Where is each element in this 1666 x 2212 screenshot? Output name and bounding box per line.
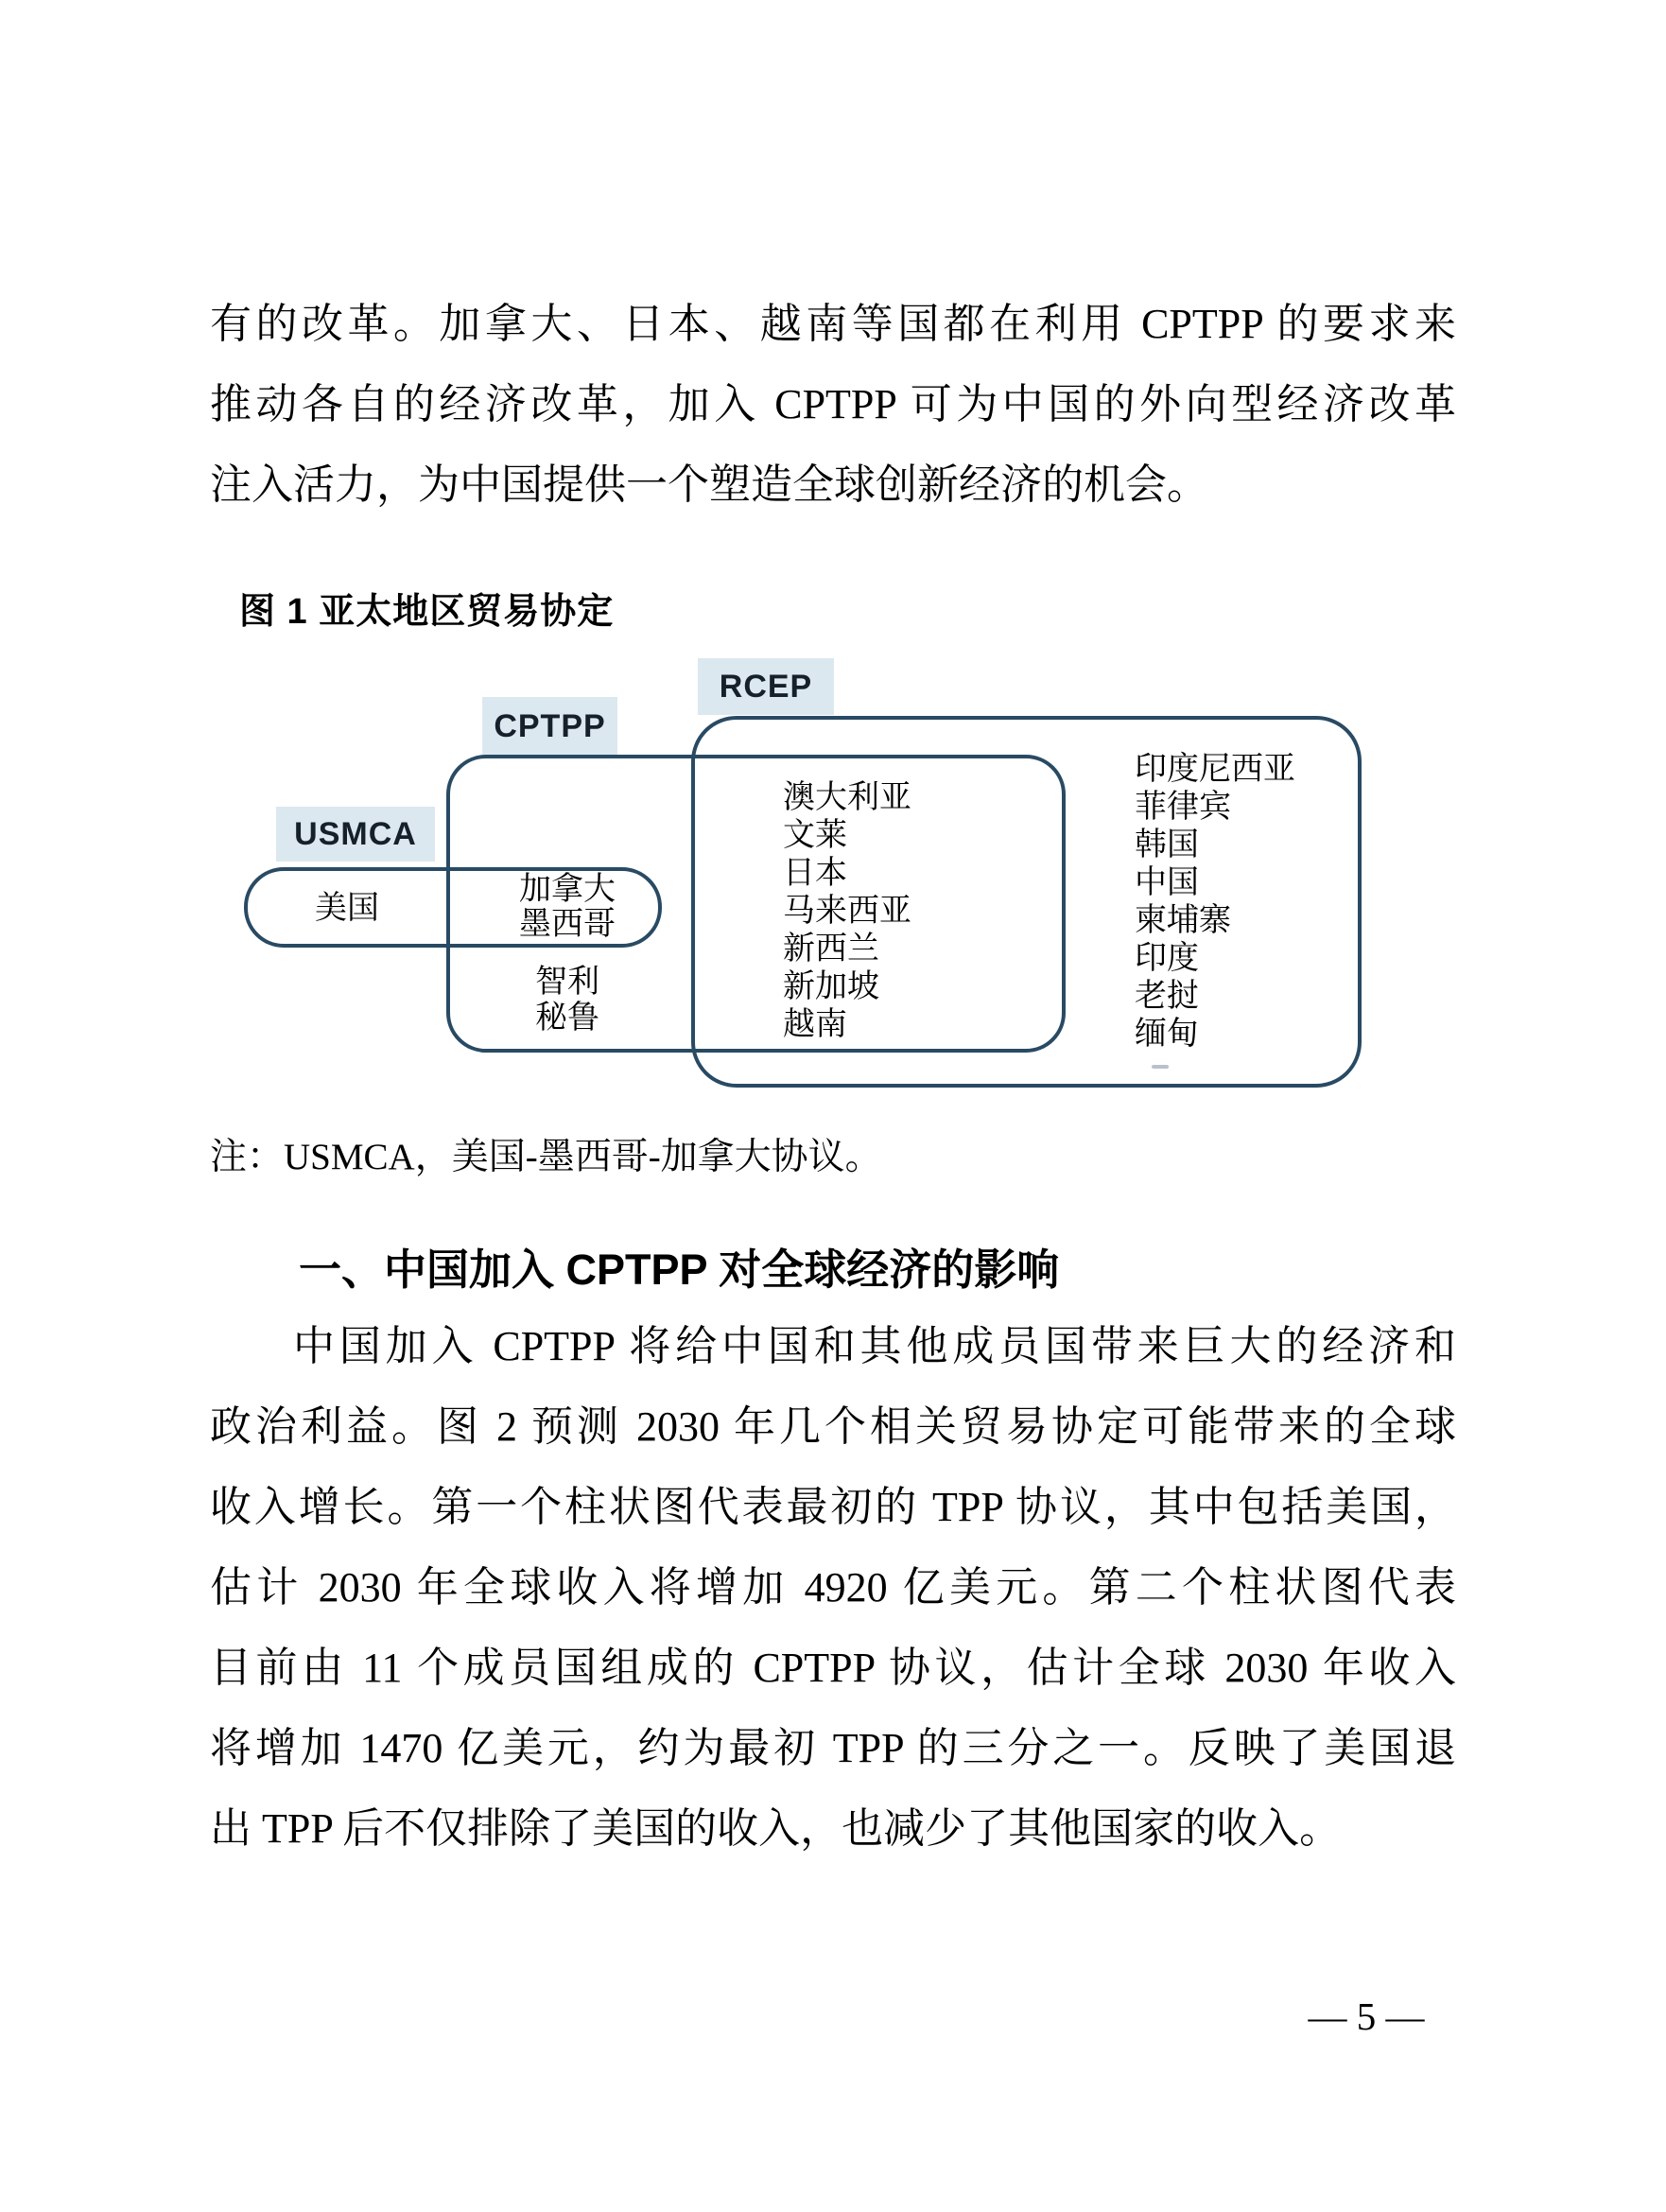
- body-text-line: 推动各自的经济改革，加入 CPTPP 可为中国的外向型经济改革: [210, 381, 1456, 427]
- body-text-line: 目前由 11 个成员国组成的 CPTPP 协议，估计全球 2030 年收入: [210, 1645, 1456, 1691]
- country-item: 老挝: [1135, 978, 1199, 1014]
- country-list-rcep-only: [1135, 750, 1352, 1053]
- country-item: 印度: [1135, 940, 1199, 976]
- country-item: 缅甸: [1135, 1016, 1199, 1052]
- country-item: 菲律宾: [1135, 789, 1231, 825]
- body-text-line: 收入增长。第一个柱状图代表最初的 TPP 协议，其中包括美国，: [210, 1484, 1456, 1530]
- country-item: 文莱: [783, 817, 847, 853]
- body-text-line: 有的改革。加拿大、日本、越南等国都在利用 CPTPP 的要求来: [210, 301, 1456, 347]
- country-item: 中国: [1135, 864, 1199, 900]
- body-text-line: 出 TPP 后不仅排除了美国的收入，也减少了其他国家的收入。: [210, 1805, 1342, 1852]
- page-number: — 5 —: [1308, 1994, 1425, 2038]
- country-list-cptpp-only: [454, 964, 681, 1036]
- country-list-cptpp-rcep: [783, 778, 1057, 1043]
- country-item: 加拿大: [519, 871, 616, 907]
- rcep-label: RCEP: [698, 658, 834, 715]
- country-item: 越南: [783, 1006, 847, 1042]
- country-item: 日本: [783, 855, 847, 891]
- figure-caption: 图 1 亚太地区贸易协定: [239, 592, 615, 632]
- country-item: 韩国: [1135, 827, 1199, 862]
- country-item: 澳大利亚: [783, 779, 911, 815]
- cptpp-label: CPTPP: [482, 697, 617, 757]
- country-item: 印度尼西亚: [1135, 751, 1295, 787]
- body-text-line: 中国加入 CPTPP 将给中国和其他成员国带来巨大的经济和: [293, 1323, 1456, 1369]
- paragraph-section-body: [210, 1306, 1456, 1869]
- country-item: 秘鲁: [535, 1000, 599, 1036]
- country-item: 新西兰: [783, 931, 879, 967]
- country-usmca-only: 美国: [315, 890, 379, 926]
- figure-note: 注：USMCA，美国-墨西哥-加拿大协议。: [210, 1137, 882, 1177]
- body-text-line: 注入活力，为中国提供一个塑造全球创新经济的机会。: [210, 462, 1208, 508]
- country-item: 智利: [535, 964, 599, 1000]
- country-item: 墨西哥: [519, 906, 616, 942]
- body-text-line: 估计 2030 年全球收入将增加 4920 亿美元。第二个柱状图代表: [210, 1564, 1456, 1611]
- country-list-usmca-cptpp: [454, 872, 681, 942]
- usmca-label: USMCA: [276, 807, 435, 862]
- body-text-line: 政治利益。图 2 预测 2030 年几个相关贸易协定可能带来的全球: [210, 1403, 1456, 1450]
- country-item: 新加坡: [783, 968, 879, 1004]
- body-text-line: 将增加 1470 亿美元，约为最初 TPP 的三分之一。反映了美国退: [210, 1725, 1456, 1771]
- section-heading: 一、中国加入 CPTPP 对全球经济的影响: [299, 1245, 1060, 1294]
- country-item: 马来西亚: [783, 893, 911, 929]
- scan-artifact-dash: [1152, 1065, 1169, 1069]
- country-item: 柬埔寨: [1135, 902, 1231, 938]
